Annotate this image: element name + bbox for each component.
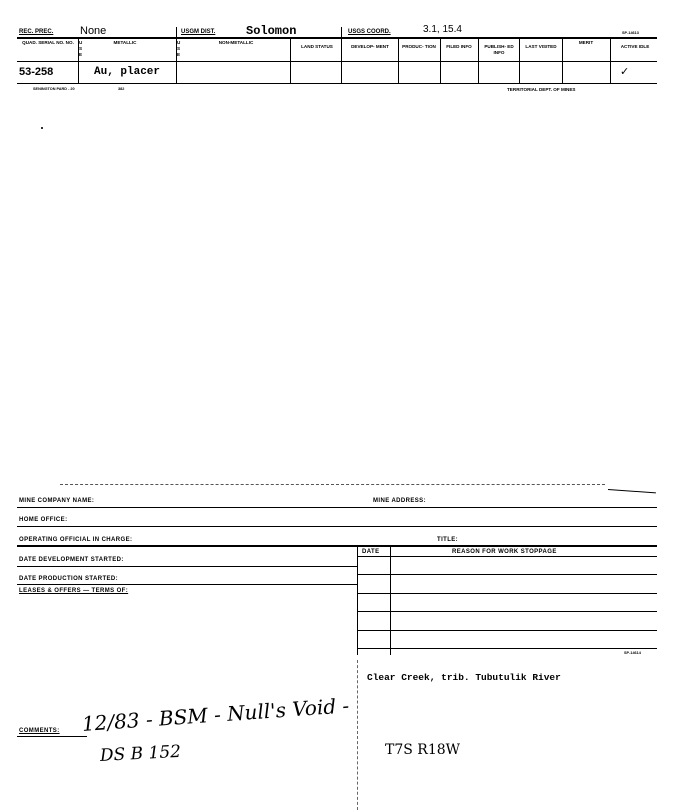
speck xyxy=(41,127,43,129)
col-metallic: METALLIC xyxy=(113,40,137,45)
leases-offers-label: LEASES & OFFERS — TERMS OF: xyxy=(19,588,129,594)
title-label: TITLE: xyxy=(437,537,459,543)
comments-handwritten-line1: 12/83 - BSM - Null's Void - xyxy=(81,693,350,736)
record-metallic: Au, placer xyxy=(94,66,161,78)
usgs-coord-label: USGS COORD. xyxy=(348,29,391,35)
col-active-idle: ACTIVE IDLE xyxy=(620,44,650,49)
form-number-bottom: SP-14614 xyxy=(624,651,641,655)
record-quad-serial: 53-258 xyxy=(19,66,54,78)
mine-address-label: MINE ADDRESS: xyxy=(373,498,426,504)
col-development: DEVELOP- MENT xyxy=(351,44,389,49)
operating-official-label: OPERATING OFFICIAL IN CHARGE: xyxy=(19,537,133,543)
stoppage-reason-col: REASON FOR WORK STOPPAGE xyxy=(452,549,557,555)
usgs-coord-value: 3.1, 15.4 xyxy=(423,24,462,35)
col-published-info: PUBLISH- ED INFO xyxy=(484,44,514,55)
location-text: Clear Creek, trib. Tubutulik River xyxy=(367,672,561,683)
col-non-metallic: NON-METALLIC xyxy=(218,40,254,45)
township-range-handwritten: T7S R18W xyxy=(385,742,461,758)
col-merit: MERIT xyxy=(578,40,594,45)
rec-prec-value: None xyxy=(80,25,107,37)
printer-code: 382 xyxy=(118,87,125,91)
col-filed-info: FILED INFO xyxy=(446,44,472,49)
col-use-2: U S E xyxy=(177,40,181,57)
col-use-1: U S E xyxy=(79,40,83,57)
col-last-visited: LAST VISITED xyxy=(525,44,557,49)
date-dev-started-label: DATE DEVELOPMENT STARTED: xyxy=(19,557,124,563)
comments-label: COMMENTS: xyxy=(19,728,60,734)
record-active-idle-mark: ✓ xyxy=(620,66,630,78)
stoppage-date-col: DATE xyxy=(362,549,380,555)
form-number-top: SP-14613 xyxy=(622,31,639,35)
mine-company-name-label: MINE COMPANY NAME: xyxy=(19,498,95,504)
department-label: TERRITORIAL DEPT. OF MINES xyxy=(507,87,576,92)
col-land-status: LAND STATUS xyxy=(301,44,333,49)
rec-prec-label: REC. PREC. xyxy=(19,29,54,35)
col-quad-serial: QUAD. SERIAL NO. NO. xyxy=(22,40,74,45)
printer-info: SENINGTON PARD - 20 xyxy=(33,87,75,91)
comments-handwritten-line2: DS B 152 xyxy=(99,741,182,766)
date-prod-started-label: DATE PRODUCTION STARTED: xyxy=(19,576,119,582)
usgm-dist-value: Solomon xyxy=(246,24,297,38)
col-production: PRODUC- TION xyxy=(402,44,436,49)
usgm-dist-label: USGM DIST. xyxy=(181,29,216,35)
home-office-label: HOME OFFICE: xyxy=(19,517,68,523)
